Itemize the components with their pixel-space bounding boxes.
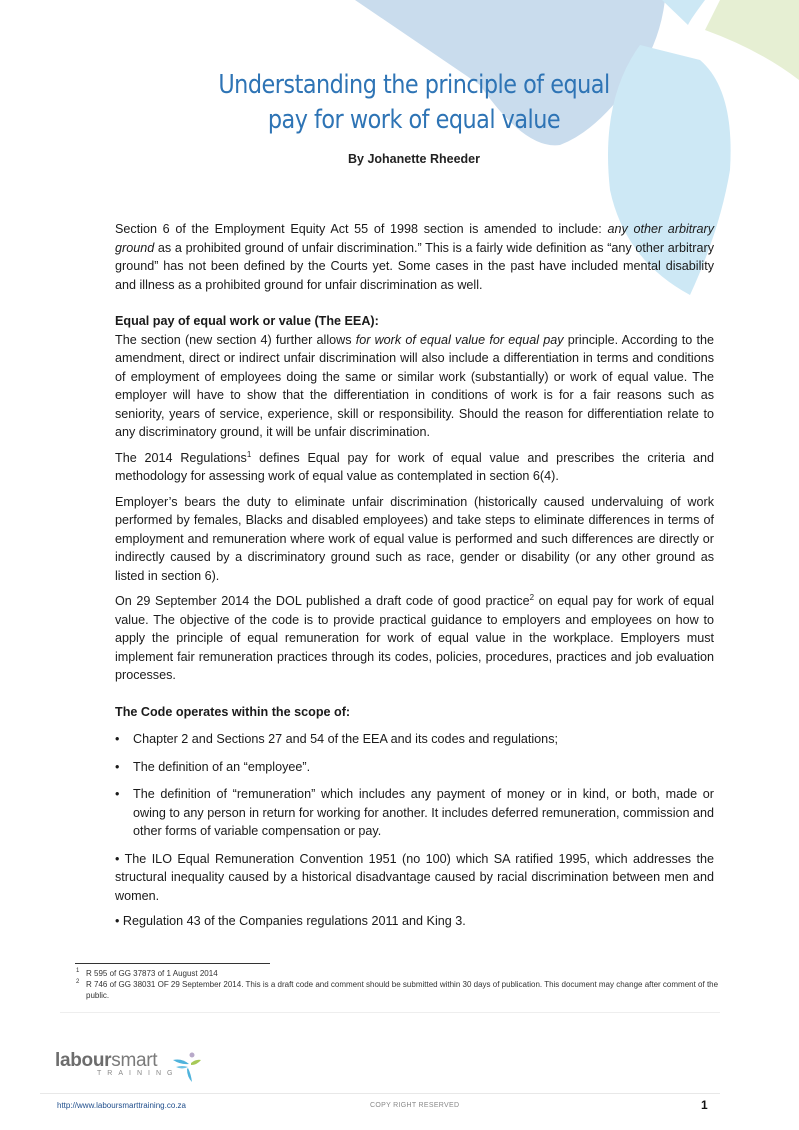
employer-duty-paragraph: Employer’s bears the duty to eliminate unfair discrimination (historically caused undervaluing of work performed by females, Blacks and disabled employees) and take steps to eliminate differences in terms of employment and remuneration where work of equal value is performed and such differences are directly or indirectly caused by a discriminatory ground such as race, gender or disability (or any other ground as listed in section 6).	[115, 494, 714, 583]
section1-text-2: principle. According to the amendment, direct or indirect unfair discrimination will also include a differentiation in terms and conditions of employment of employees doing the same or similar work (substantially) or work of equal value. The employer will have to show that the differentiation in conditions of work is for a fair reasons such as seniority, years of service, experience, skill or responsibility. Should the reason for differentiation relate to any discriminatory ground, it will be unfair discrimination.	[115, 332, 714, 439]
intro-text-2: as a prohibited ground of unfair discrimination.” This is a fairly wide definition as “any other arbitrary ground” has not been defined by the Courts yet. Some cases in the past have included mental disability and illness as a prohibited ground for unfair discrimination as well.	[115, 240, 714, 292]
footnote-marker: 2	[76, 979, 80, 985]
scope-item-text: Chapter 2 and Sections 27 and 54 of the EEA and its codes and regulations;	[133, 732, 558, 746]
regulations-text-1: The 2014 Regulations	[115, 450, 247, 465]
section1-text-1: The section (new section 4) further allows	[115, 332, 356, 347]
intro-paragraph	[115, 220, 714, 294]
bullet-icon: •	[115, 914, 120, 928]
page-number: 1	[701, 1098, 708, 1112]
laboursmart-logo	[55, 1050, 178, 1077]
footnote-bottom-rule	[60, 1012, 720, 1013]
footnote-1	[76, 968, 721, 979]
dol-paragraph	[115, 592, 714, 685]
inline-item-text: The ILO Equal Remuneration Convention 1951 (no 100) which SA ratified 1995, which addresses the structural inequality caused by a historical disadvantage caused by racial discrimination between men and women.	[115, 851, 714, 903]
footnote-2	[76, 979, 721, 1001]
scope-item-text: The definition of “remuneration” which includes any payment of money or in kind, or both, made or owing to any person in return for working for another. It includes deferred remuneration, commission and other forms of variable compensation or pay.	[133, 787, 715, 838]
bullet-icon: •	[115, 759, 120, 774]
regulations-paragraph	[115, 449, 714, 486]
footnote-text: R 746 of GG 38031 OF 29 September 2014. This is a draft code and comment should be submitted within 30 days of publication. This document may change after comment of the public.	[86, 980, 719, 1000]
footnote-ref-2[interactable]: 2	[529, 592, 535, 602]
title-line-1: Understanding the principle of equal	[218, 70, 610, 100]
scope-list-item	[115, 758, 714, 777]
logo-wordmark	[55, 1050, 178, 1072]
intro-italic: any other arbitrary ground	[115, 222, 714, 255]
logo-subtitle: TRAINING	[97, 1070, 179, 1077]
scope-list-item	[115, 730, 714, 749]
footnote-separator	[75, 963, 270, 964]
footnotes	[76, 968, 721, 1001]
inline-bullet-item	[115, 912, 714, 931]
scope-list	[115, 730, 714, 841]
scope-heading: The Code operates within the scope of:	[115, 704, 351, 719]
regulations-text-2: defines Equal pay for work of equal value and prescribes the criteria and methodology for assessing work of equal value as contemplated in section 6(4).	[115, 450, 714, 483]
section1-italic: for work of equal value for equal pay	[355, 332, 564, 347]
footnote-marker: 1	[76, 968, 80, 974]
scope-list-item	[115, 785, 714, 841]
author-byline: By Johanette Rheeder	[348, 152, 480, 166]
logo-butterfly-icon	[172, 1052, 202, 1084]
logo-light-text: smart	[111, 1050, 158, 1071]
footnote-text: R 595 of GG 37873 of 1 August 2014	[86, 969, 218, 978]
bullet-icon: •	[115, 851, 120, 866]
footer-rule	[40, 1093, 720, 1094]
website-link[interactable]: http://www.laboursmarttraining.co.za	[57, 1101, 186, 1110]
copyright-notice: COPY RIGHT RESERVED	[370, 1102, 460, 1109]
document-body	[115, 220, 714, 938]
section-paragraph-equal-pay	[115, 331, 714, 442]
title-line-2: pay for work of equal value	[267, 105, 561, 135]
bullet-icon: •	[115, 787, 120, 801]
dol-text-1: On 29 September 2014 the DOL published a draft code of good practice	[115, 594, 530, 608]
scope-item-text: The definition of an “employee”.	[133, 759, 311, 774]
intro-text-1: Section 6 of the Employment Equity Act 55 of 1998 section is amended to include:	[115, 222, 608, 236]
footnote-ref-1[interactable]: 1	[246, 449, 252, 459]
document-title	[144, 68, 684, 138]
dol-text-2: on equal pay for work of equal value. The objective of the code is to provide practical guidance to employers and employees on how to apply the principle of equal remuneration for work of equal value in the workplace. Employers must implement fair remuneration practices through its codes, policies, procedures, practices and job evaluation processes.	[115, 594, 714, 682]
inline-item-text: Regulation 43 of the Companies regulations 2011 and King 3.	[122, 914, 466, 928]
inline-bullet-item	[115, 850, 714, 906]
section-heading-equal-pay: Equal pay of equal work or value (The EEA):	[115, 314, 379, 328]
bullet-icon: •	[115, 732, 120, 746]
logo-bold-text: labour	[55, 1050, 112, 1071]
